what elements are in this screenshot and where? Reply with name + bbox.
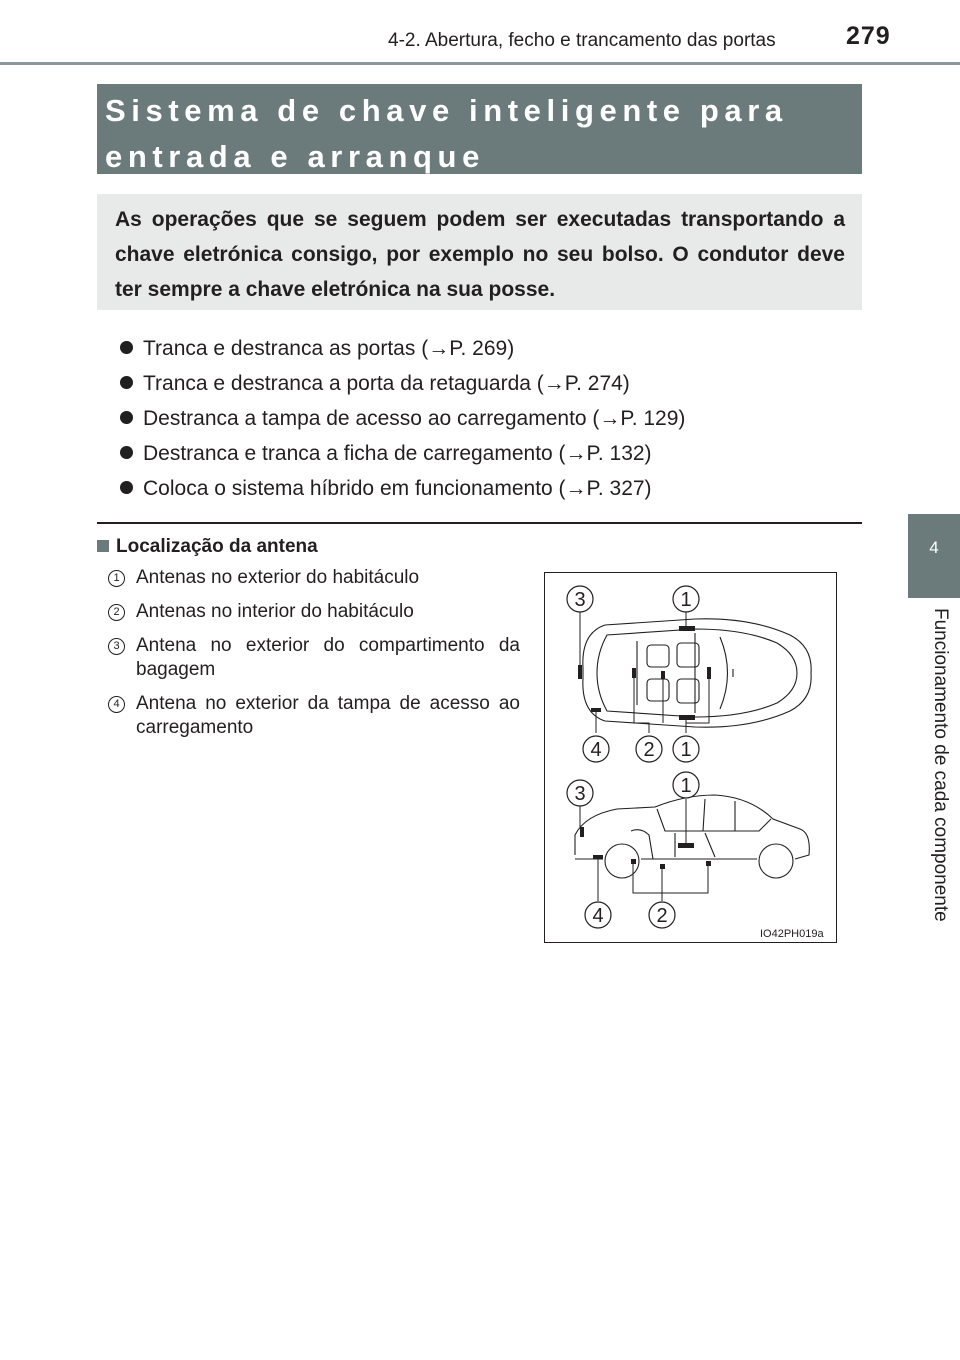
list-item-text: Coloca o sistema híbrido em funcionamento (→P. 327) bbox=[143, 477, 652, 500]
list-item bbox=[120, 474, 820, 509]
callout-2 bbox=[649, 902, 675, 928]
svg-text:4: 4 bbox=[592, 905, 604, 927]
list-item-text: Destranca e tranca a ficha de carregamento (→P. 132) bbox=[143, 442, 652, 465]
bullet-icon bbox=[120, 411, 133, 424]
legend-number: 4 bbox=[108, 696, 125, 713]
svg-text:1: 1 bbox=[680, 589, 692, 611]
svg-text:4: 4 bbox=[590, 739, 602, 761]
bullet-icon bbox=[120, 446, 133, 459]
car-top-view bbox=[583, 619, 811, 727]
svg-text:3: 3 bbox=[574, 783, 586, 805]
legend-item bbox=[108, 600, 520, 624]
title-box bbox=[97, 84, 862, 174]
antenna-diagram bbox=[544, 572, 837, 943]
antenna-heading-text: Localização da antena bbox=[116, 536, 318, 557]
bullet-icon bbox=[120, 376, 133, 389]
legend-item bbox=[108, 566, 520, 590]
list-item bbox=[120, 369, 820, 404]
legend-text: Antenas no interior do habitáculo bbox=[136, 601, 414, 622]
section-rule bbox=[97, 522, 862, 524]
car-antenna-illustration bbox=[545, 573, 836, 942]
feature-list bbox=[120, 334, 820, 509]
svg-text:1: 1 bbox=[680, 775, 692, 797]
page-number: 279 bbox=[846, 22, 891, 50]
legend-number: 1 bbox=[108, 570, 125, 587]
svg-text:2: 2 bbox=[643, 739, 655, 761]
chapter-label: Funcionamento de cada componente bbox=[930, 608, 951, 922]
header-section-title: 4-2. Abertura, fecho e trancamento das portas bbox=[388, 30, 776, 51]
legend-text: Antenas no exterior do habitáculo bbox=[136, 567, 420, 588]
list-item-text: Tranca e destranca a porta da retaguarda (→P. 274) bbox=[143, 372, 630, 395]
callout-3 bbox=[567, 780, 593, 806]
figure-code: IO42PH019a bbox=[760, 928, 824, 940]
page-title: Sistema de chave inteligente para entrada e arranque bbox=[105, 93, 788, 174]
bullet-icon bbox=[120, 481, 133, 494]
header-rule bbox=[0, 62, 960, 65]
callout-3 bbox=[567, 586, 593, 612]
legend-text: Antena no exterior da tampa de acesso ao carregamento bbox=[136, 693, 520, 738]
intro-text: As operações que se seguem podem ser executadas transportando a chave eletrónica consigo, por exemplo no seu bolso. O condutor deve ter sempre a chave eletrónica na sua posse. bbox=[115, 208, 845, 301]
callout-4 bbox=[585, 902, 611, 928]
antenna-markers-top bbox=[578, 626, 711, 720]
legend-number: 3 bbox=[108, 638, 125, 655]
legend-item bbox=[108, 634, 520, 682]
list-item bbox=[120, 334, 820, 369]
bullet-icon bbox=[120, 341, 133, 354]
legend-text: Antena no exterior do compartimento da bagagem bbox=[136, 635, 520, 680]
callout-1 bbox=[673, 586, 699, 612]
callout-1 bbox=[673, 772, 699, 798]
callout-4 bbox=[583, 736, 609, 762]
list-item bbox=[120, 404, 820, 439]
list-item bbox=[120, 439, 820, 474]
list-item-text: Destranca a tampa de acesso ao carregamento (→P. 129) bbox=[143, 407, 686, 430]
antenna-legend bbox=[108, 566, 520, 740]
callout-1 bbox=[673, 736, 699, 762]
intro-box bbox=[97, 194, 862, 310]
antenna-heading bbox=[97, 536, 318, 558]
svg-text:2: 2 bbox=[656, 905, 668, 927]
square-bullet-icon bbox=[97, 540, 109, 552]
list-item-text: Tranca e destranca as portas (→P. 269) bbox=[143, 337, 515, 360]
antenna-markers-side bbox=[580, 827, 711, 869]
svg-text:3: 3 bbox=[574, 589, 586, 611]
car-side-view bbox=[575, 795, 809, 878]
callout-2 bbox=[636, 736, 662, 762]
legend-item bbox=[108, 692, 520, 740]
svg-text:1: 1 bbox=[680, 739, 692, 761]
chapter-number: 4 bbox=[929, 538, 939, 557]
legend-number: 2 bbox=[108, 604, 125, 621]
